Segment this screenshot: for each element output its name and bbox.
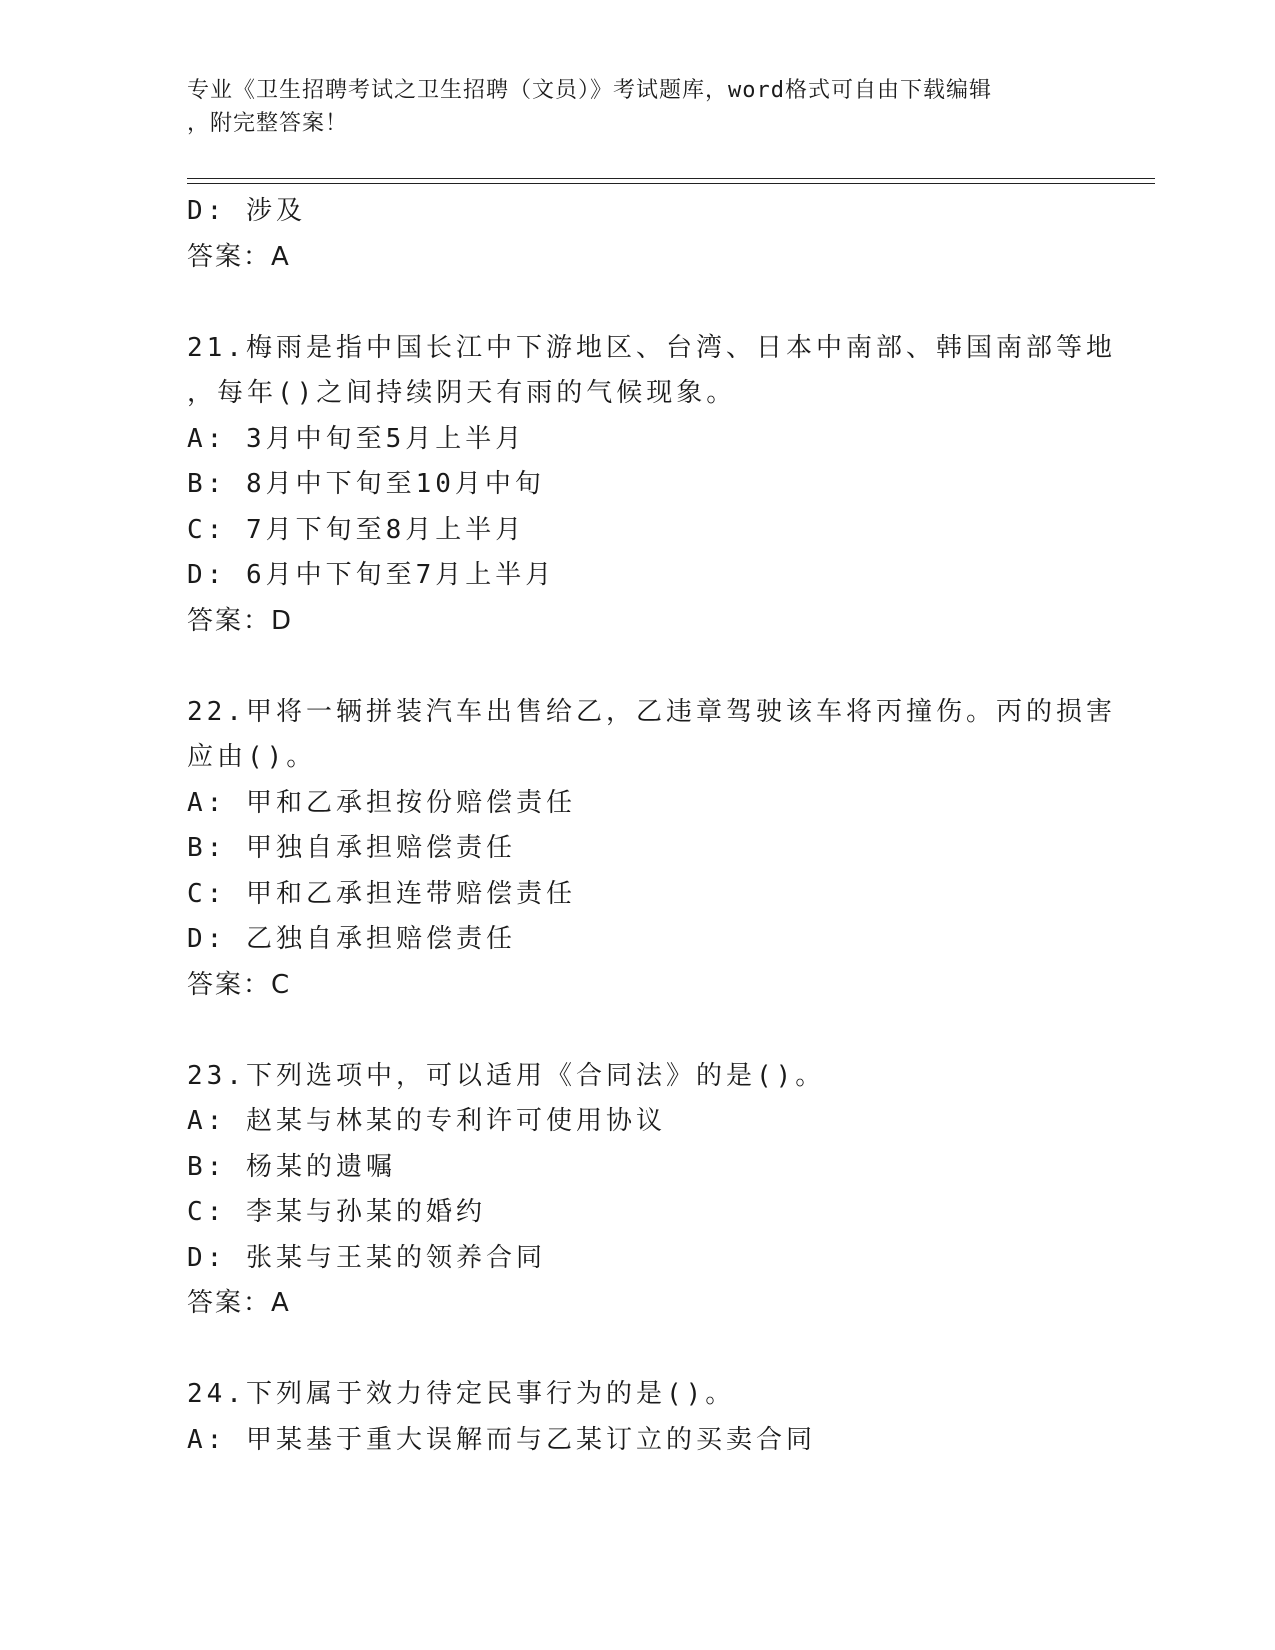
question-stem-line: 21.梅雨是指中国长江中下游地区、台湾、日本中南部、韩国南部等地 bbox=[187, 332, 1116, 363]
option-a: A: 甲某基于重大误解而与乙某订立的买卖合同 bbox=[187, 1424, 816, 1455]
question-stem-line: 24.下列属于效力待定民事行为的是()。 bbox=[187, 1379, 736, 1409]
question-spacer bbox=[187, 644, 1087, 690]
question-list bbox=[187, 189, 1116, 1463]
option-c: C: 甲和乙承担连带赔偿责任 bbox=[187, 878, 576, 909]
option-b: B: 甲独自承担赔偿责任 bbox=[187, 833, 516, 863]
answer-line: 答案：A bbox=[187, 241, 291, 272]
option-a: A: 3月中旬至5月上半月 bbox=[187, 423, 526, 454]
question-spacer bbox=[187, 1008, 1087, 1054]
question-stem-line: 23.下列选项中，可以适用《合同法》的是()。 bbox=[187, 1060, 826, 1091]
header-divider-top bbox=[187, 178, 1155, 179]
option-d: D: 涉及 bbox=[187, 196, 306, 226]
question-block bbox=[187, 1372, 1087, 1463]
document-header bbox=[187, 74, 1087, 140]
option-b: B: 8月中下旬至10月中旬 bbox=[187, 469, 545, 499]
question-spacer bbox=[187, 1327, 1087, 1373]
header-line-1: 专业《卫生招聘考试之卫生招聘（文员）》考试题库，word格式可自由下载编辑 bbox=[187, 78, 992, 103]
question-spacer bbox=[187, 280, 1087, 326]
option-d: D: 张某与王某的领养合同 bbox=[187, 1242, 546, 1273]
option-b: B: 杨某的遗嘱 bbox=[187, 1151, 396, 1182]
option-a: A: 赵某与林某的专利许可使用协议 bbox=[187, 1106, 666, 1136]
question-stem-line: 应由()。 bbox=[187, 742, 317, 772]
question-block bbox=[187, 690, 1116, 1009]
header-line-2: ，附完整答案！ bbox=[187, 111, 349, 136]
answer-line: 答案：A bbox=[187, 1288, 291, 1318]
question-block bbox=[187, 326, 1116, 645]
option-d: D: 乙独自承担赔偿责任 bbox=[187, 924, 516, 954]
answer-line: 答案：D bbox=[187, 605, 294, 636]
option-a: A: 甲和乙承担按份赔偿责任 bbox=[187, 787, 576, 818]
answer-line: 答案：C bbox=[187, 969, 292, 1000]
question-stem-line: ，每年()之间持续阴天有雨的气候现象。 bbox=[187, 378, 737, 408]
option-c: C: 李某与孙某的婚约 bbox=[187, 1197, 486, 1227]
header-divider-bottom bbox=[187, 183, 1155, 184]
option-c: C: 7月下旬至8月上半月 bbox=[187, 514, 526, 545]
question-stem-line: 22.甲将一辆拼装汽车出售给乙，乙违章驾驶该车将丙撞伤。丙的损害 bbox=[187, 696, 1116, 727]
question-block bbox=[187, 1054, 1087, 1327]
option-d: D: 6月中下旬至7月上半月 bbox=[187, 560, 556, 590]
